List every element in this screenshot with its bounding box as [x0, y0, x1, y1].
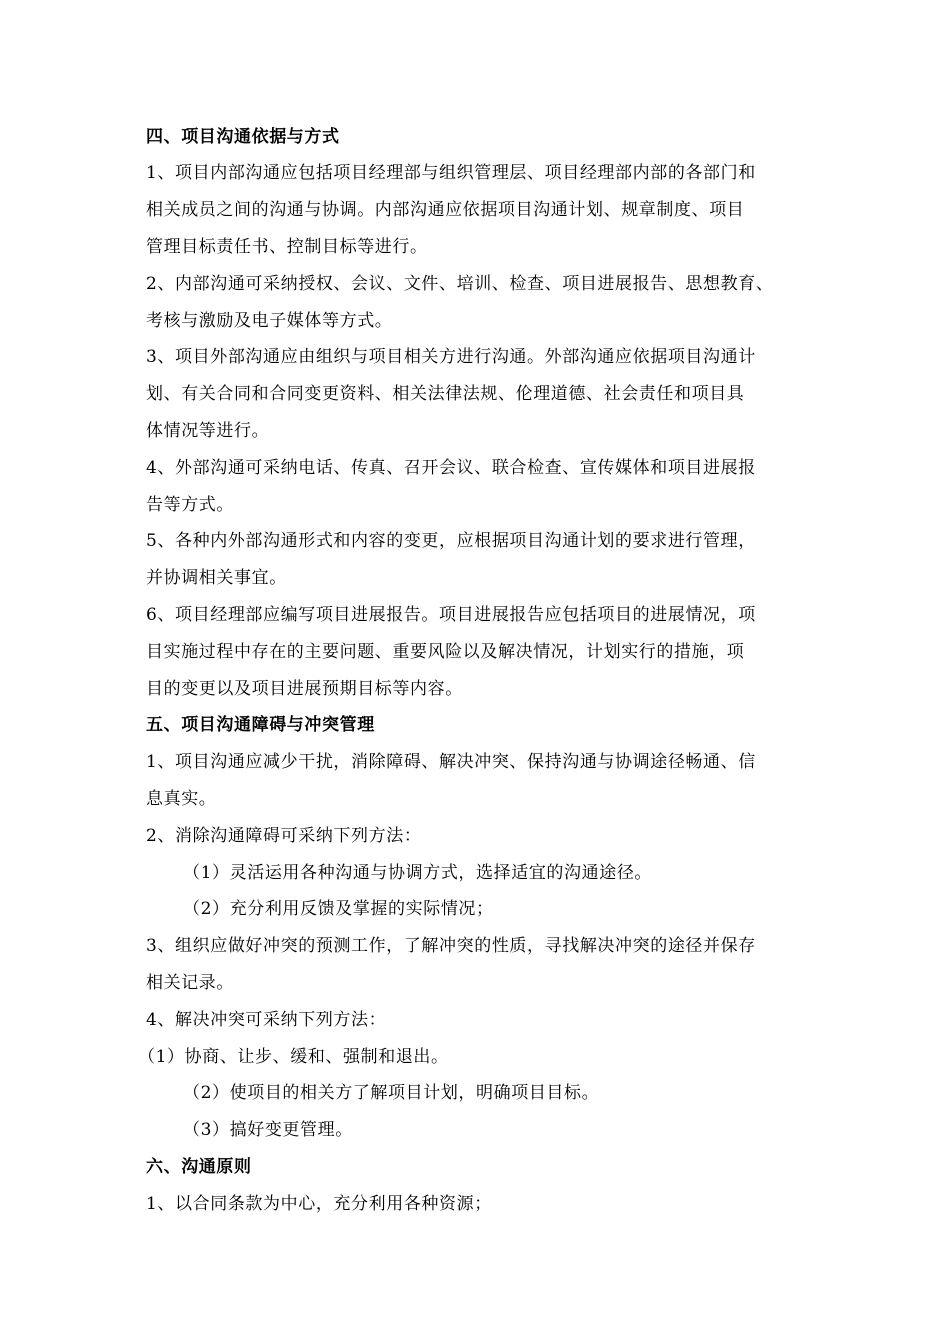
paragraph-line: 5、各种内外部沟通形式和内容的变更，应根据项目沟通计划的要求进行管理， [146, 531, 756, 551]
paragraph-line: 6、项目经理部应编写项目进展报告。项目进展报告应包括项目的进展情况，项 [146, 605, 756, 625]
paragraph-line: 目实施过程中存在的主要问题、重要风险以及解决情况，计划实行的措施，项 [146, 642, 745, 662]
paragraph-line: 4、解决冲突可采纳下列方法： [146, 1010, 387, 1030]
paragraph-line: 告等方式。 [146, 495, 234, 515]
list-item: （3）搞好变更管理。 [183, 1120, 353, 1140]
paragraph-line: 1、项目沟通应减少干扰，消除障碍、解决冲突、保持沟通与协调途径畅通、信 [146, 752, 756, 772]
section-heading-6: 六、沟通原则 [146, 1157, 252, 1177]
paragraph-line: 1、以合同条款为中心，充分利用各种资源； [146, 1194, 492, 1214]
paragraph-line: 3、组织应做好冲突的预测工作，了解冲突的性质，寻找解决冲突的途径并保存 [146, 936, 756, 956]
paragraph-line: 体情况等进行。 [146, 421, 270, 441]
paragraph-line: 目的变更以及项目进展预期目标等内容。 [146, 679, 463, 699]
paragraph-line: 并协调相关事宜。 [146, 568, 287, 588]
paragraph-line: 3、项目外部沟通应由组织与项目相关方进行沟通。外部沟通应依据项目沟通计 [146, 347, 756, 367]
section-heading-5: 五、项目沟通障碍与冲突管理 [146, 715, 375, 735]
paragraph-line: 息真实。 [146, 789, 217, 809]
section-heading-4: 四、项目沟通依据与方式 [146, 127, 340, 147]
paragraph-line: 划、有关合同和合同变更资料、相关法律法规、伦理道德、社会责任和项目具 [146, 384, 745, 404]
paragraph-line: 相关记录。 [146, 973, 234, 993]
paragraph-line: 4、外部沟通可采纳电话、传真、召开会议、联合检查、宣传媒体和项目进展报 [146, 458, 756, 478]
paragraph-line: 考核与激励及电子媒体等方式。 [146, 311, 393, 331]
list-item: （1）协商、让步、缓和、强制和退出。 [138, 1047, 449, 1067]
paragraph-line: 2、内部沟通可采纳授权、会议、文件、培训、检查、项目进展报告、思想教育、 [146, 274, 774, 294]
list-item: （1）灵活运用各种沟通与协调方式，选择适宜的沟通途径。 [183, 863, 653, 883]
list-item: （2）充分利用反馈及掌握的实际情况； [183, 899, 494, 919]
paragraph-line: 1、项目内部沟通应包括项目经理部与组织管理层、项目经理部内部的各部门和 [146, 163, 756, 183]
paragraph-line: 2、消除沟通障碍可采纳下列方法： [146, 826, 422, 846]
paragraph-line: 相关成员之间的沟通与协调。内部沟通应依据项目沟通计划、规章制度、项目 [146, 200, 745, 220]
list-item: （2）使项目的相关方了解项目计划，明确项目目标。 [183, 1083, 600, 1103]
paragraph-line: 管理目标责任书、控制目标等进行。 [146, 237, 428, 257]
